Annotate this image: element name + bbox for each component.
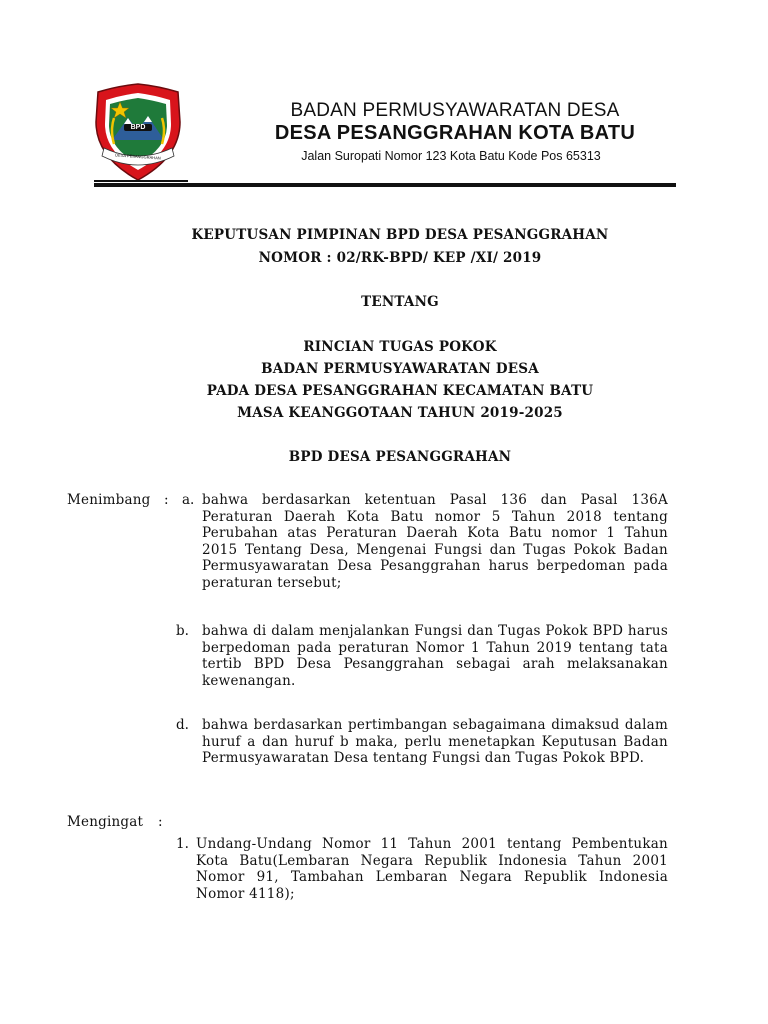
- remembering-item-marker: 1.: [176, 836, 189, 852]
- considering-item-marker: a.: [182, 492, 195, 508]
- letterhead-divider: [94, 183, 676, 187]
- considering-item-text: bahwa berdasarkan ketentuan Pasal 136 dan Pasal 136A Peraturan Daerah Kota Batu nomor 5 Tahun 2018 tentang Perubahan atas Peraturan Daerah Kota Batu nomor 1 Tahun 2015 Tentang Desa, Mengenai Fungsi dan Tugas Pokok Badan Permusyawaratan Desa Pesanggrahan harus berpedoman pada peraturan tersebut;: [202, 492, 668, 591]
- considering-item-text: bahwa berdasarkan pertimbangan sebagaimana dimaksud dalam huruf a dan huruf b maka, perlu menetapkan Keputusan Badan Permusyawaratan Desa tentang Fungsi dan Tugas Pokok BPD.: [202, 717, 668, 766]
- decree-about: TENTANG: [361, 294, 439, 310]
- subject-line: BADAN PERMUSYAWARATAN DESA: [261, 361, 539, 377]
- remembering-label: Mengingat: [67, 814, 144, 830]
- letterhead-organization: BADAN PERMUSYAWARATAN DESA: [290, 100, 620, 121]
- considering-separator: :: [164, 492, 169, 508]
- emblem-ribbon-text: DESA PESANGGRAHAN: [115, 152, 161, 161]
- letterhead-village: DESA PESANGGRAHAN KOTA BATU: [274, 122, 636, 144]
- decree-issuer: BPD DESA PESANGGRAHAN: [288, 449, 512, 465]
- considering-item-marker: b.: [176, 623, 189, 639]
- remembering-separator: :: [158, 814, 163, 830]
- subject-line: RINCIAN TUGAS POKOK: [303, 339, 497, 355]
- bpd-emblem-logo: [90, 82, 186, 182]
- bpd-emblem-icon: [90, 82, 186, 182]
- decree-title: KEPUTUSAN PIMPINAN BPD DESA PESANGGRAHAN: [191, 227, 609, 243]
- decree-number: NOMOR : 02/RK-BPD/ KEP /XI/ 2019: [258, 250, 542, 266]
- considering-label: Menimbang: [67, 492, 151, 508]
- emblem-label: BPD: [124, 124, 152, 131]
- subject-line: MASA KEANGGOTAAN TAHUN 2019-2025: [237, 405, 563, 421]
- considering-item-marker: d.: [176, 717, 189, 733]
- subject-line: PADA DESA PESANGGRAHAN KECAMATAN BATU: [206, 383, 594, 399]
- letterhead-address: Jalan Suropati Nomor 123 Kota Batu Kode Pos 65313: [301, 149, 601, 163]
- remembering-item-text: Undang-Undang Nomor 11 Tahun 2001 tentang Pembentukan Kota Batu(Lembaran Negara Republik Indonesia Tahun 2001 Nomor 91, Tambahan Lembaran Negara Republik Indonesia Nomor 4118);: [196, 836, 668, 902]
- logo-underline: [94, 180, 188, 182]
- considering-item-text: bahwa di dalam menjalankan Fungsi dan Tugas Pokok BPD harus berpedoman pada peraturan Nomor 1 Tahun 2019 tentang tata tertib BPD Desa Pesanggrahan sebagai arah melaksanakan kewenangan.: [202, 623, 668, 689]
